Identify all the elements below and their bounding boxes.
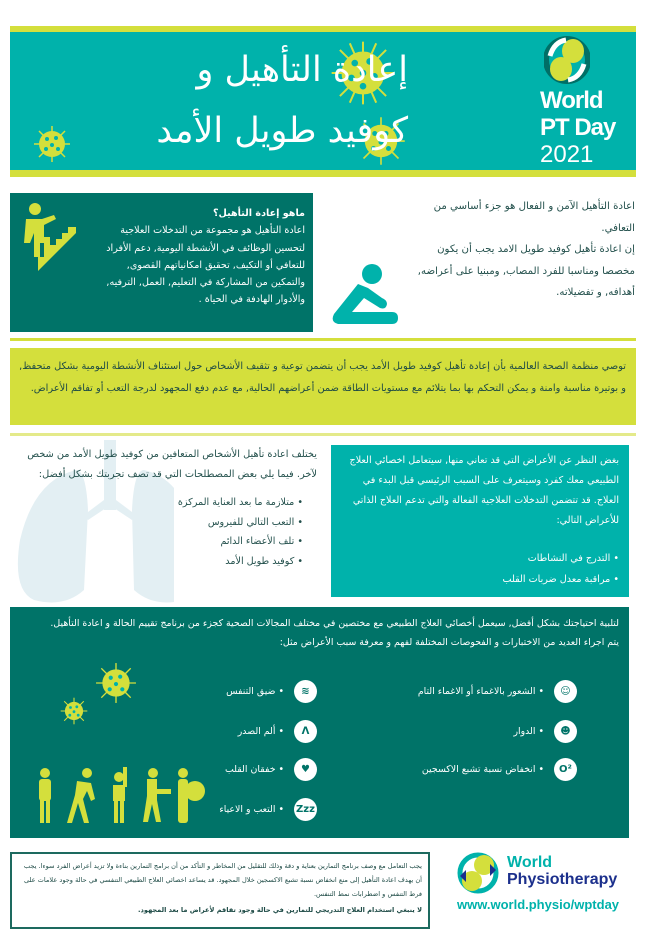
dizziness-icon: ☻ — [554, 720, 577, 743]
lungs-icon: ᐱ — [294, 720, 317, 743]
terms-intro: يختلف اعادة تأهيل الأشخاص المتعافين من كوفيد طويل الأمد من شخص لآخر. فيما يلي بعض المصطلحات التي قد تصف تجربتك بشكل أفضل: — [27, 449, 317, 480]
treatment-item: • مراقبة معدل ضربات القلب — [339, 570, 619, 591]
intro-paragraph-2: إن اعادة تأهيل كوفيد طويل الامد يجب أن يكون مخصصا ومناسبا للفرد المصاب, ومبنيا على أعراضه, أهدافه, و تفضيلاته. — [417, 244, 635, 298]
assessment-line-2: يتم اجراء العديد من الاختبارات و الفحوصات المختلفة لفهم و معرفة سبب الأعراض مثل: — [279, 637, 619, 648]
terms-list — [12, 493, 317, 571]
virus-icon — [60, 697, 88, 725]
page-title-line1: إعادة التأهيل و — [196, 50, 408, 90]
symptom-chest-pain — [238, 720, 317, 743]
oxygen-icon: O² — [554, 758, 577, 781]
assessment-box — [10, 607, 629, 838]
divider — [10, 433, 636, 436]
assessment-line-1: لتلبية احتياجتك بشكل أفضل, سيعمل أخصائي العلاج الطبيعي مع مختصين في مختلف المجالات الصحية كجزء من برنامج تقييم الحالة و اعادة التأهيل. — [50, 618, 619, 629]
treatment-text — [339, 451, 619, 590]
terms-item: • التعب التالي للفيروس — [12, 513, 303, 533]
wpt-logo-mark-icon — [544, 36, 590, 84]
intro-paragraph-1: اعادة التأهيل الآمن و الفعال هو جزء أساسي من التعافي. — [433, 201, 635, 234]
assessment-text — [18, 614, 619, 652]
terms-item: • تلف الأعضاء الدائم — [12, 532, 303, 552]
symptom-breathlessness — [226, 680, 317, 703]
footer-url-link[interactable]: www.world.physio/wptday — [457, 897, 620, 912]
wpt-logo-world: World — [540, 87, 603, 114]
symptom-label: • الدوار — [513, 726, 544, 737]
wpt-logo-year: 2021 — [540, 141, 594, 168]
symptom-label: • الشعور بالاغماء أو الاغماء التام — [418, 686, 544, 697]
symptom-palpitations — [225, 758, 317, 781]
who-recommendation-box — [10, 348, 636, 425]
world-physiotherapy-mark-icon — [457, 852, 499, 894]
wpt-logo-ptday: PT Day — [540, 114, 616, 141]
symptom-label: • ألم الصدر — [238, 726, 284, 737]
what-is-rehab-box — [10, 193, 313, 332]
heart-rate-icon: ♥ — [294, 758, 317, 781]
exercise-figures-icon — [35, 767, 205, 827]
symptom-dizziness — [513, 720, 577, 743]
treatment-list — [339, 549, 619, 590]
who-recommendation-text: توصي منظمة الصحة العالمية بأن إعادة تأهيل كوفيد طويل الأمد يجب أن يتضمن توعية و تثقيف الأشخاص حول استئناف الأنشطة اليومية بشكل متحفظ, و بوتيرة مناسبة وامنة و يمكن التحكم بها بما يتلائم مع مستويات الطاقة ضمن أعراضهم الحالية, مع عدم دفع المجهود لدرجة التعب أو تفاقم الأعراض. — [19, 361, 626, 394]
symptom-label: • ضيق التنفس — [226, 686, 284, 697]
symptom-oxygen — [422, 758, 577, 781]
caution-note-warning: لا ينبغي استخدام العلاج التدريجي للتمارين في حالة وجود تفاقم لأعراض ما بعد المجهود. — [138, 906, 422, 914]
page-title-line2: كوفيد طويل الأمد — [156, 111, 408, 151]
symptom-label: • التعب و الاعياء — [219, 804, 284, 815]
stairs-climber-icon — [18, 201, 78, 271]
virus-icon — [95, 662, 137, 704]
divider — [10, 338, 636, 341]
what-is-rehab-title: ماهو إعادة التأهيل؟ — [212, 208, 305, 219]
terms-section — [12, 445, 317, 571]
terms-item: • كوفيد طويل الأمد — [12, 552, 303, 572]
caution-note-box — [10, 852, 430, 929]
symptom-fainting — [418, 680, 577, 703]
terms-item: • متلازمة ما بعد العناية المركزة — [12, 493, 303, 513]
what-is-rehab-body: اعادة التأهيل هو مجموعة من التدخلات العلاجية لتحسين الوظائف في الأنشطة اليومية, دعم الأفراد للتعافي أو التكيف, تحقيق امكانياتهم القصوى, والتمكين من المشاركة في التعليم, العمل, الترفيه, والأدوار الهادفة في الحياة . — [106, 225, 305, 306]
breathlessness-icon: ≋ — [294, 680, 317, 703]
intro-text — [410, 196, 635, 304]
world-physiotherapy-logo — [455, 852, 640, 922]
what-is-rehab-text — [90, 205, 305, 309]
world-pt-day-logo — [540, 34, 636, 169]
footer-logo-physiotherapy: Physiotherapy — [507, 871, 618, 888]
symptom-fatigue — [219, 798, 317, 821]
treatment-item: • التدرج في النشاطات — [339, 549, 619, 570]
fainting-icon: ☺ — [554, 680, 577, 703]
footer-logo-world: World — [507, 854, 553, 871]
header-banner — [10, 26, 636, 177]
treatment-box — [331, 445, 629, 597]
header-stripe-bottom — [10, 170, 636, 177]
sleep-icon: Zzz — [294, 798, 317, 821]
virus-icon — [32, 124, 72, 164]
stretching-person-icon — [330, 262, 400, 330]
symptom-label: • انخفاض نسبة تشبع الاكسجين — [422, 764, 544, 775]
treatment-body: بغض النظر عن الأعراض التي قد تعاني منها, سيتعامل اخصائي العلاج الطبيعي معك كفرد وسيتعرف على السبب الرئيسي قبل البدء في العلاج. قد تتضمن التدخلات العلاجية الفعالة والتي تدعم العلاج الذاتي للأعراض التالي: — [349, 455, 619, 526]
caution-note-body: يجب التعامل مع وصف برنامج التمارين بعناية و دقة وذلك للتقليل من المخاطر و التأكد من أن برامج التمارين بناءة ولا تزيد أعراض الفرد سوءا. يجب أن يهدف اعادة التأهيل إلى منع انخفاض نسبة تشبع الاكسجين خلال المجهود. قد يساعد اخصائي العلاج الطبيعي التنفسي في حالة وجود علامات على فرط التنفس و اضطرابات نمط التنفس. — [23, 862, 422, 898]
symptom-label: • خفقان القلب — [225, 764, 284, 775]
caution-note-text — [18, 859, 422, 917]
header-stripe-top — [10, 26, 636, 32]
